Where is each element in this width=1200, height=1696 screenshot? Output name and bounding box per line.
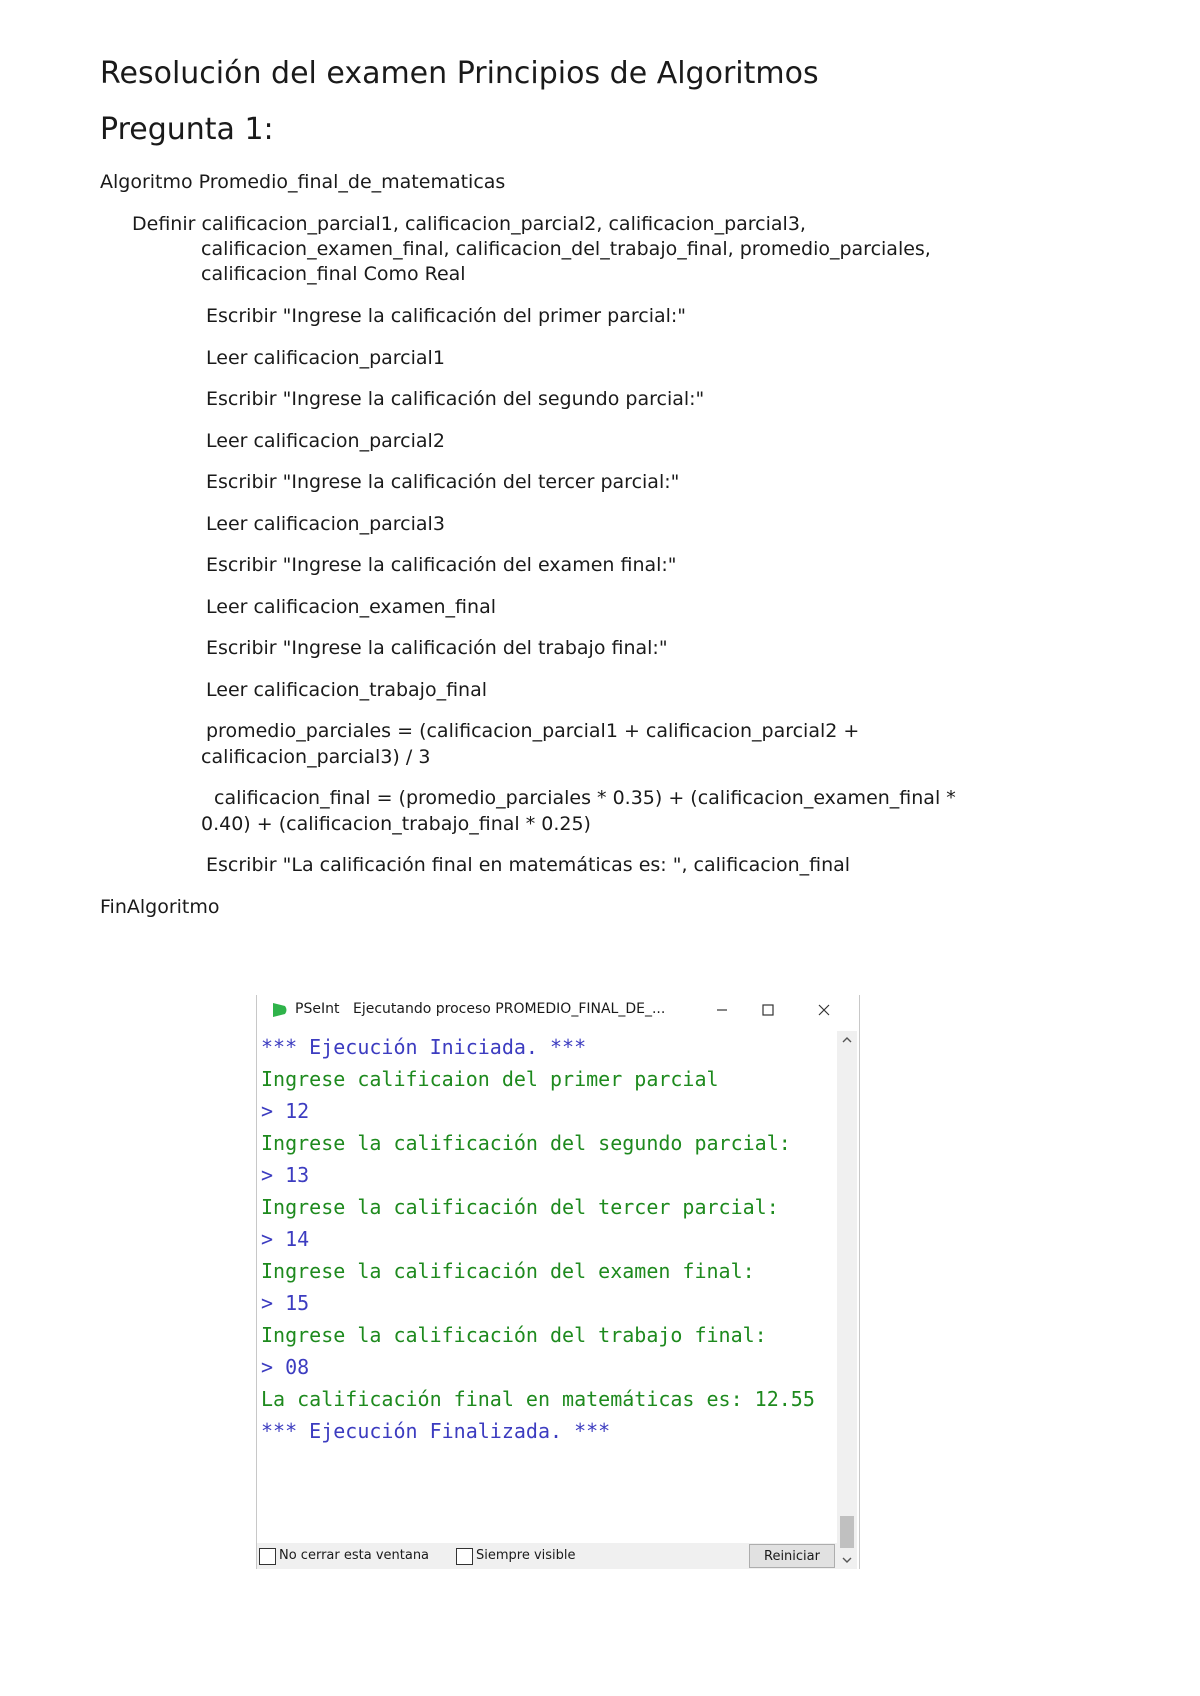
siempre-visible-checkbox[interactable]	[456, 1548, 473, 1565]
code-line-escribir-2: Escribir "Ingrese la calificación del segundo parcial:"	[206, 388, 705, 410]
console-line: Ingrese la calificación del trabajo final:	[261, 1323, 767, 1347]
console-result-line: La calificación final en matemáticas es: 12.55	[261, 1387, 815, 1411]
console-output[interactable]	[261, 1031, 833, 1541]
pseint-logo-icon	[271, 1002, 289, 1018]
window-titlebar[interactable]	[257, 995, 859, 1025]
code-line-leer-5: Leer calificacion_trabajo_final	[206, 679, 488, 701]
console-input-line: > 14	[261, 1227, 310, 1251]
code-line-escribir-3: Escribir "Ingrese la calificación del tercer parcial:"	[206, 471, 680, 493]
console-line: Ingrese la calificación del segundo parcial:	[261, 1131, 791, 1155]
siempre-visible-label[interactable]: Siempre visible	[476, 1548, 576, 1563]
code-line-leer-1: Leer calificacion_parcial1	[206, 347, 445, 369]
console-line: Ingrese calificaion del primer parcial	[261, 1067, 719, 1091]
console-input-line: > 15	[261, 1291, 310, 1315]
code-line-leer-4: Leer calificacion_examen_final	[206, 596, 496, 618]
maximize-button[interactable]	[745, 995, 791, 1025]
code-line-finalgoritmo: FinAlgoritmo	[100, 896, 220, 918]
code-line-promedio-cont: calificacion_parcial3) / 3	[201, 746, 431, 768]
console-input-line: > 13	[261, 1163, 310, 1187]
code-line-escribir-4: Escribir "Ingrese la calificación del examen final:"	[206, 554, 677, 576]
minimize-button[interactable]	[699, 995, 745, 1025]
code-line-algoritmo: Algoritmo Promedio_final_de_matematicas	[100, 171, 506, 193]
chevron-up-icon	[842, 1036, 852, 1044]
window-bottombar	[257, 1543, 837, 1569]
code-line-leer-3: Leer calificacion_parcial3	[206, 513, 445, 535]
console-input-line: > 12	[261, 1099, 310, 1123]
no-cerrar-label[interactable]: No cerrar esta ventana	[279, 1548, 430, 1563]
question-heading: Pregunta 1:	[100, 112, 274, 147]
close-icon	[818, 1004, 830, 1016]
code-line-escribir-final: Escribir "La calificación final en matemáticas es: ", calificacion_final	[206, 854, 851, 876]
vertical-scrollbar[interactable]	[837, 1031, 857, 1569]
window-title: Ejecutando proceso PROMEDIO_FINAL_DE_...	[353, 1001, 666, 1017]
console-line: *** Ejecución Finalizada. ***	[261, 1419, 611, 1443]
console-line: Ingrese la calificación del examen final:	[261, 1259, 755, 1283]
code-line-definir-cont2: calificacion_final Como Real	[201, 263, 466, 285]
code-line-leer-2: Leer calificacion_parcial2	[206, 430, 445, 452]
no-cerrar-checkbox[interactable]	[259, 1548, 276, 1565]
scroll-down-button[interactable]	[837, 1551, 857, 1569]
console-line: Ingrese la calificación del tercer parcial:	[261, 1195, 779, 1219]
code-line-escribir-1: Escribir "Ingrese la calificación del primer parcial:"	[206, 305, 687, 327]
document-title: Resolución del examen Principios de Algoritmos	[100, 56, 819, 91]
scroll-up-button[interactable]	[837, 1031, 857, 1049]
code-line-final: calificacion_final = (promedio_parciales * 0.35) + (calificacion_examen_final *	[214, 787, 956, 809]
maximize-icon	[762, 1004, 774, 1016]
pseint-window	[256, 995, 860, 1569]
code-line-definir-cont1: calificacion_examen_final, calificacion_del_trabajo_final, promedio_parciales,	[201, 238, 931, 260]
close-button[interactable]	[801, 995, 847, 1025]
reiniciar-button[interactable]: Reiniciar	[749, 1544, 835, 1568]
minimize-icon	[716, 1004, 728, 1016]
code-line-final-cont: 0.40) + (calificacion_trabajo_final * 0.25)	[201, 813, 591, 835]
app-name: PSeInt	[295, 1001, 340, 1017]
code-line-promedio: promedio_parciales = (calificacion_parcial1 + calificacion_parcial2 +	[206, 720, 860, 742]
code-line-definir: Definir calificacion_parcial1, calificacion_parcial2, calificacion_parcial3,	[132, 213, 806, 235]
console-line: *** Ejecución Iniciada. ***	[261, 1035, 587, 1059]
chevron-down-icon	[842, 1556, 852, 1564]
console-input-line: > 08	[261, 1355, 310, 1379]
code-line-escribir-5: Escribir "Ingrese la calificación del trabajo final:"	[206, 637, 668, 659]
scroll-thumb[interactable]	[840, 1516, 854, 1548]
